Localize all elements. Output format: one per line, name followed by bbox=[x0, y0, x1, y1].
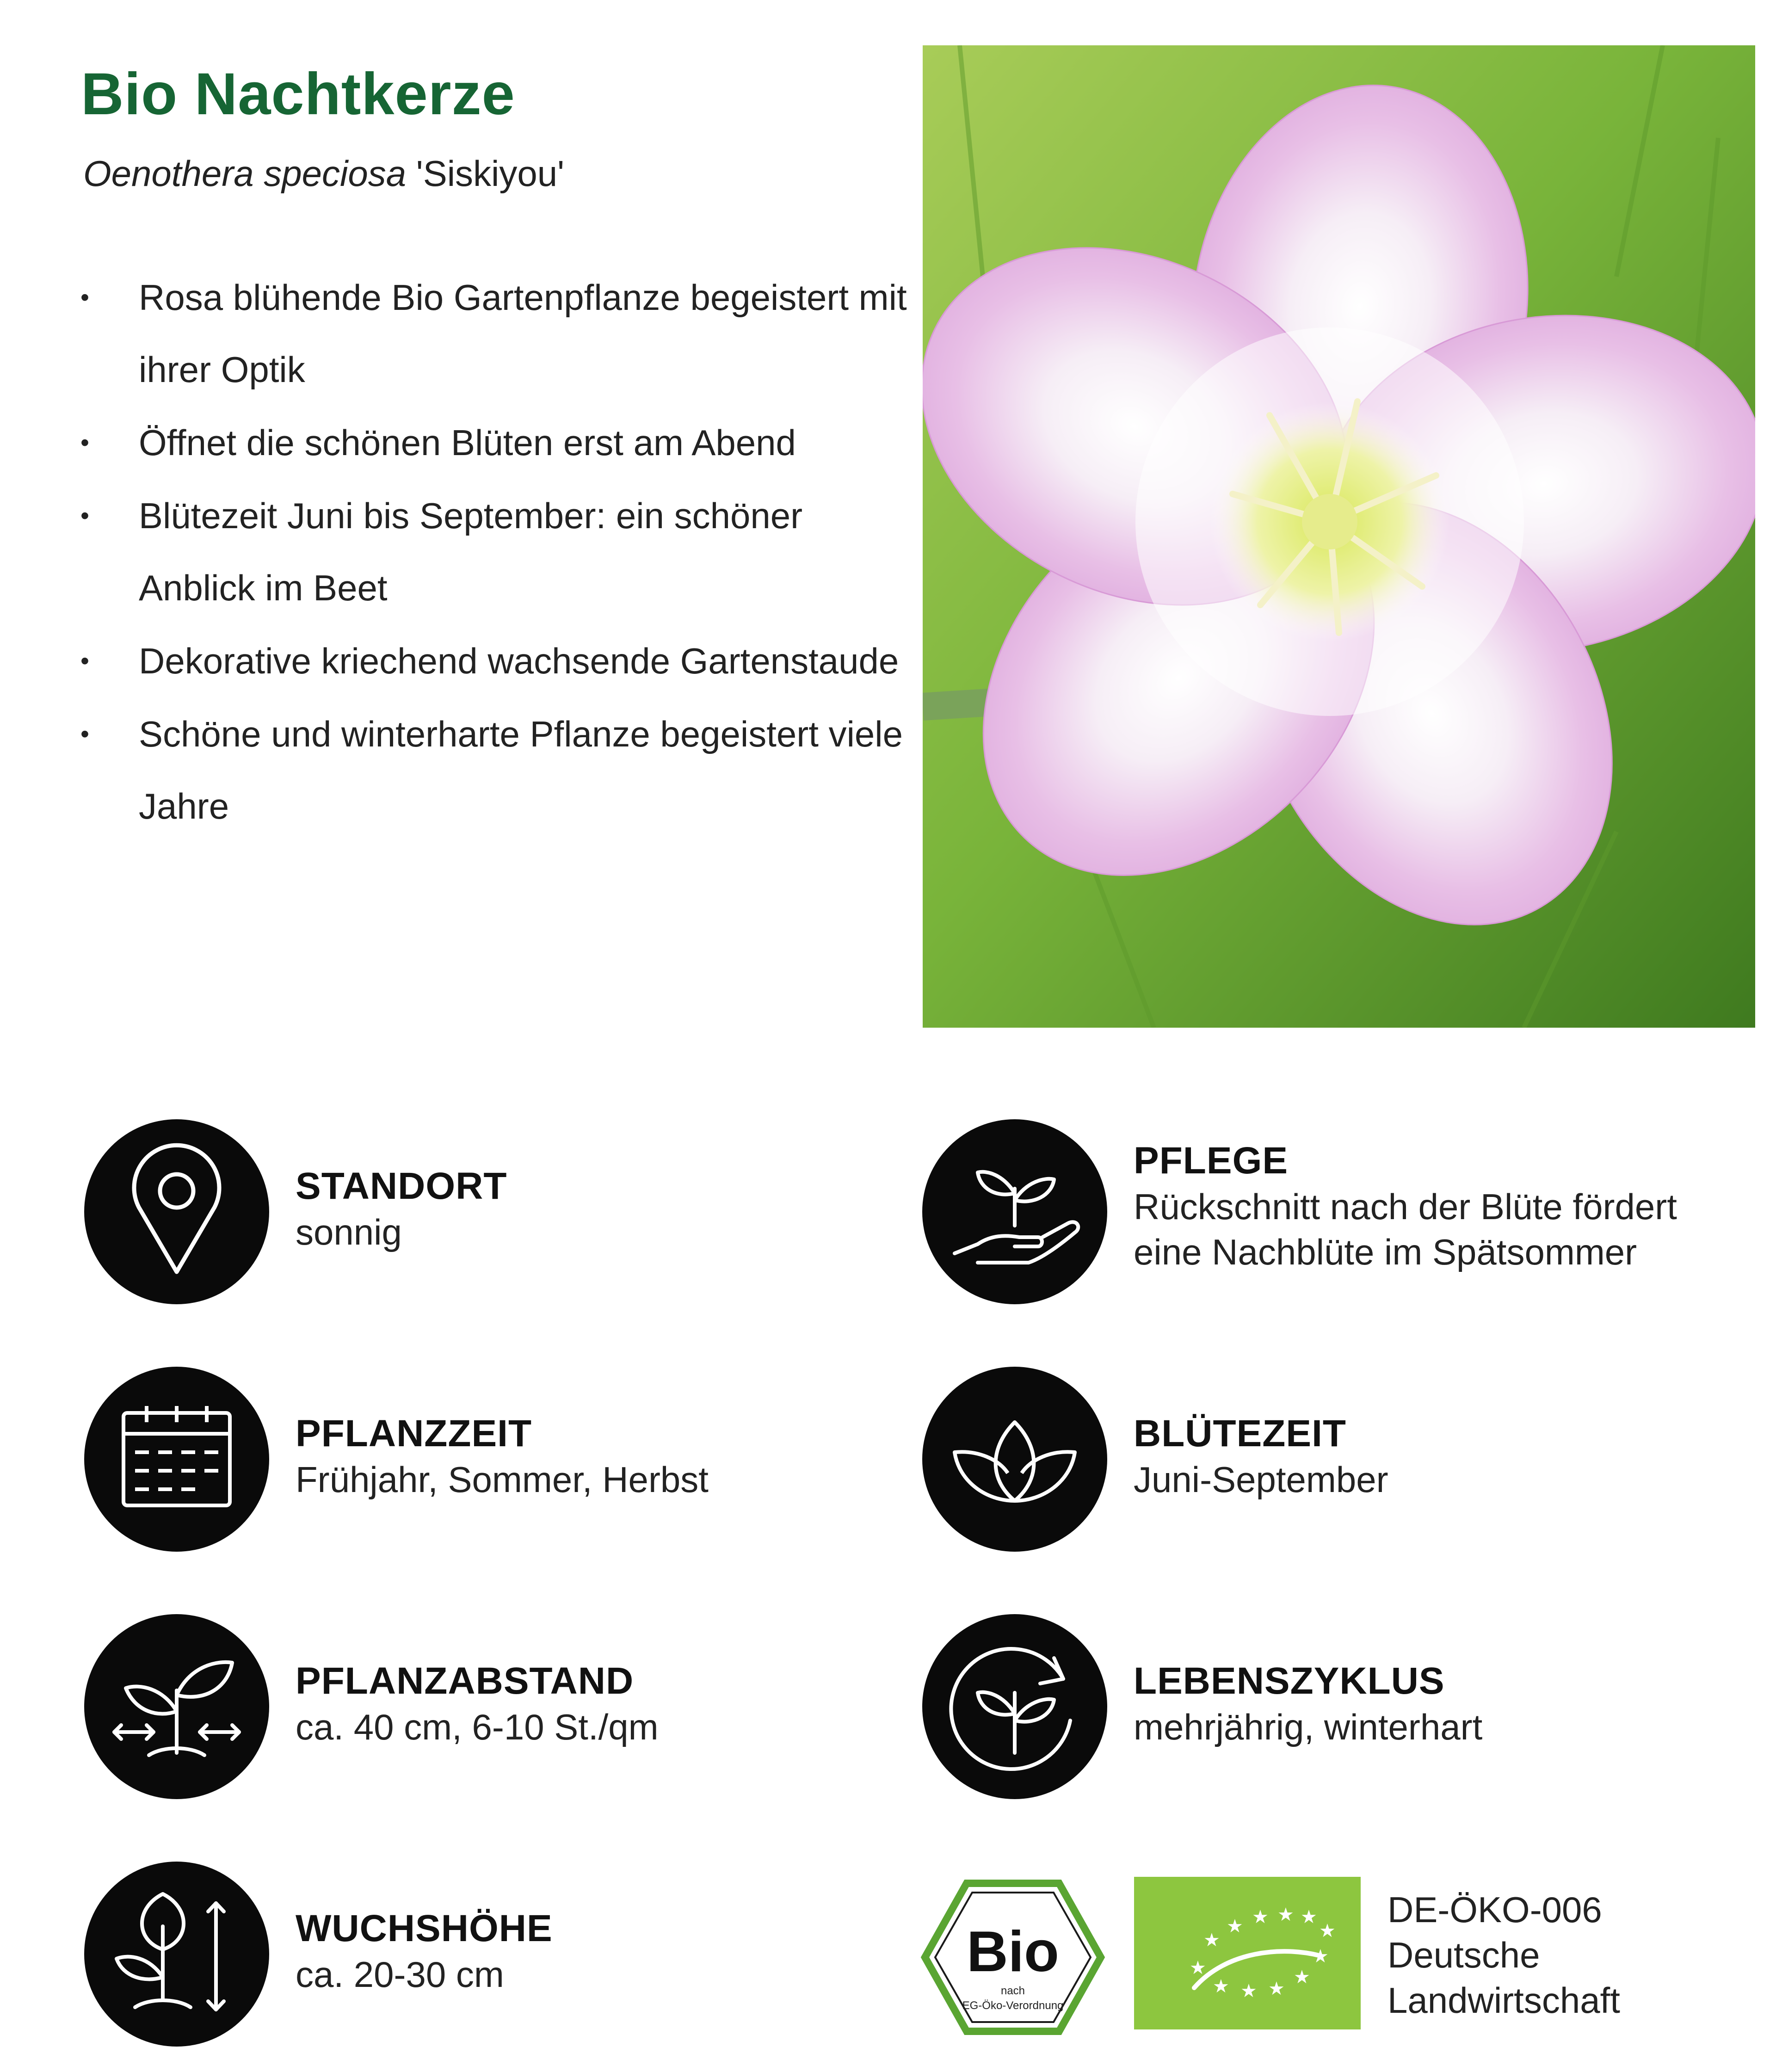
svg-text:★: ★ bbox=[1190, 1957, 1206, 1979]
bio-seal-sub1: nach bbox=[1000, 1985, 1025, 1997]
feature-label: PFLANZABSTAND bbox=[296, 1660, 634, 1702]
plant-height-icon bbox=[84, 1862, 269, 2047]
seedling-hand-icon bbox=[922, 1119, 1107, 1304]
location-pin-icon bbox=[84, 1119, 269, 1304]
cert-code: DE-ÖKO-006 bbox=[1388, 1889, 1602, 1930]
feature-label: PFLEGE bbox=[1134, 1140, 1289, 1182]
svg-text:★: ★ bbox=[1203, 1930, 1220, 1951]
feature-value: sonnig bbox=[296, 1212, 402, 1252]
feature-label: LEBENSZYKLUS bbox=[1134, 1660, 1445, 1702]
svg-text:★: ★ bbox=[1301, 1906, 1317, 1928]
evening-primrose-flower-image bbox=[923, 45, 1755, 1028]
bullet-item: • Schöne und winterharte Pflanze begeistert viele Jahre bbox=[79, 698, 911, 842]
plant-spacing-icon bbox=[84, 1614, 269, 1799]
bullet-item: • Rosa blühende Bio Gartenpflanze begeistert mit ihrer Optik bbox=[79, 261, 911, 406]
svg-text:★: ★ bbox=[1240, 1980, 1257, 2002]
feature-wuchshoehe bbox=[84, 1862, 894, 2056]
feature-value: Frühjahr, Sommer, Herbst bbox=[296, 1459, 709, 1500]
bio-seal-logo bbox=[920, 1879, 1105, 2036]
feature-label: WUCHSHÖHE bbox=[296, 1907, 553, 1949]
feature-label: PFLANZZEIT bbox=[296, 1412, 532, 1455]
feature-pflanzzeit bbox=[84, 1367, 894, 1561]
product-photo bbox=[923, 45, 1755, 1028]
feature-value: Juni-September bbox=[1134, 1459, 1388, 1500]
svg-text:★: ★ bbox=[1268, 1978, 1285, 1999]
bullet-item: • Öffnet die schönen Blüten erst am Abend bbox=[79, 407, 911, 479]
svg-text:★: ★ bbox=[1227, 1916, 1243, 1937]
product-title: Bio Nachtkerze bbox=[81, 61, 515, 127]
eu-organic-leaf-logo bbox=[1134, 1877, 1361, 2029]
certification-text bbox=[1388, 1887, 1620, 2023]
bio-seal-sub2: EG-Öko-Verordnung bbox=[962, 1999, 1064, 2012]
feature-pflege bbox=[922, 1119, 1732, 1314]
botanical-species: Oenothera speciosa bbox=[83, 153, 407, 194]
bullet-item: • Dekorative kriechend wachsende Gartenstaude bbox=[79, 625, 911, 697]
plant-cycle-icon bbox=[922, 1614, 1107, 1799]
cert-origin-line2: Landwirtschaft bbox=[1388, 1980, 1620, 2021]
svg-text:★: ★ bbox=[1294, 1967, 1310, 1988]
feature-lebenszyklus bbox=[922, 1614, 1732, 1808]
feature-value: ca. 40 cm, 6-10 St./qm bbox=[296, 1707, 659, 1747]
lotus-flower-icon bbox=[922, 1367, 1107, 1552]
feature-bullet-list bbox=[79, 261, 911, 843]
svg-text:★: ★ bbox=[1277, 1904, 1294, 1925]
feature-bluetezeit bbox=[922, 1367, 1732, 1561]
feature-value: ca. 20-30 cm bbox=[296, 1954, 504, 1995]
bullet-item: • Blütezeit Juni bis September: ein schöner Anblick im Beet bbox=[79, 480, 911, 624]
bio-seal-main-text: Bio bbox=[967, 1920, 1059, 1984]
svg-text:★: ★ bbox=[1312, 1946, 1329, 1967]
feature-value: Rückschnitt nach der Blüte fördert eine Nachblüte im Spätsommer bbox=[1134, 1186, 1677, 1272]
feature-standort bbox=[84, 1119, 894, 1314]
feature-value: mehrjährig, winterhart bbox=[1134, 1707, 1483, 1747]
svg-text:★: ★ bbox=[1319, 1920, 1336, 1942]
feature-label: BLÜTEZEIT bbox=[1134, 1412, 1346, 1455]
feature-pflanzabstand bbox=[84, 1614, 894, 1808]
calendar-icon bbox=[84, 1367, 269, 1552]
cert-origin-line1: Deutsche bbox=[1388, 1935, 1540, 1975]
cultivar-name: 'Siskiyou' bbox=[406, 153, 565, 194]
feature-label: STANDORT bbox=[296, 1165, 507, 1207]
svg-text:★: ★ bbox=[1252, 1906, 1269, 1928]
svg-text:★: ★ bbox=[1213, 1976, 1229, 1997]
botanical-name bbox=[83, 153, 564, 195]
